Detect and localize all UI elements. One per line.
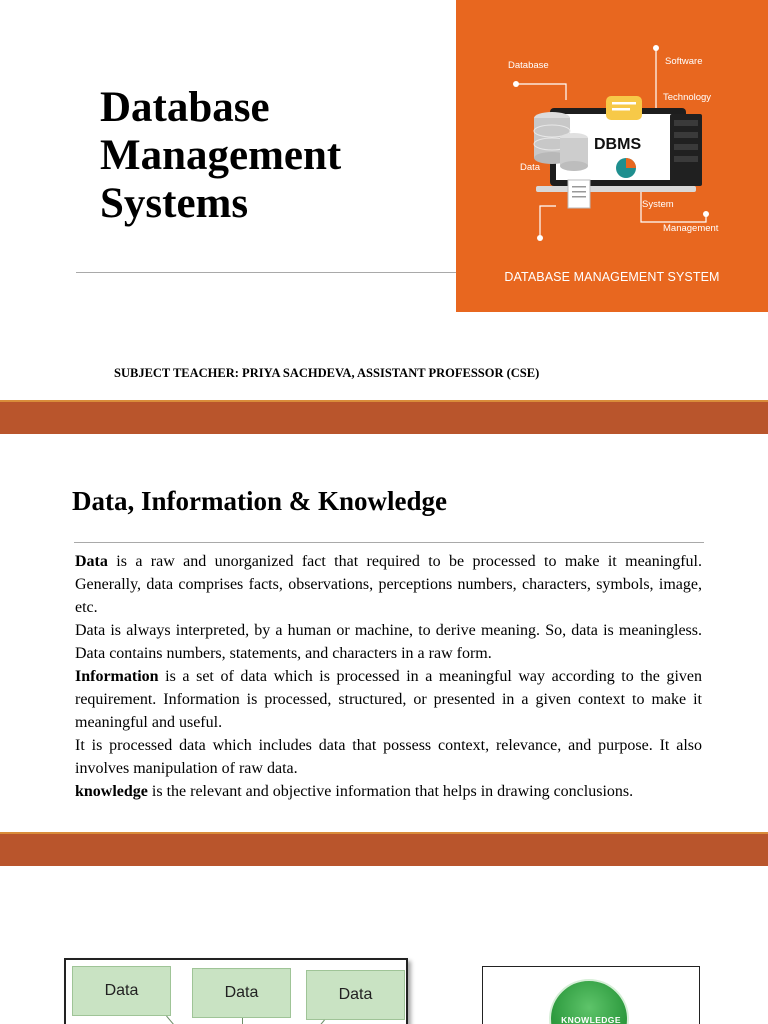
dbms-illustration-graphic [456,0,768,312]
connector-line [305,1020,325,1024]
title-divider [76,272,458,273]
slide2-divider [74,542,704,543]
slide2-title: Data, Information & Knowledge [72,486,447,516]
connector-line [166,1016,186,1024]
label-database: Database [508,60,549,71]
label-system: System [642,199,674,210]
slide2-body [75,550,702,803]
paragraph: knowledge is the relevant and objective information that helps in drawing conclusions. [75,783,634,800]
term: Information [75,668,159,685]
title-line: Database [100,84,270,131]
term: Data [75,553,108,570]
teacher-label: SUBJECT TEACHER [114,366,235,380]
term: knowledge [75,783,148,800]
slide-title [100,84,341,228]
paragraph: Data is a raw and unorganized fact that required to be processed to make it meaningful. Generally, data comprises facts, observations, perceptions numbers, characters, symbols, image, etc. [75,553,702,616]
label-software: Software [665,56,703,67]
knowledge-label: KNOWLEDGE [561,1015,621,1024]
illustration-caption: DATABASE MANAGEMENT SYSTEM [504,270,720,284]
slide-divider-bar [0,834,768,866]
title-line: Management [100,132,342,179]
title-slide [0,0,768,400]
connector-line [242,1018,243,1024]
label-technology: Technology [663,92,712,103]
knowledge-diagram [482,966,700,1024]
data-hierarchy-diagram [64,958,408,1024]
dbms-illustration [456,0,768,312]
paragraph: It is processed data which includes data that possess context, relevance, and purpose. It also involves manipulation of raw data. [75,737,702,777]
teacher-value: : PRIYA SACHDEVA, ASSISTANT PROFESSOR (CSE) [234,366,540,380]
monitor-label: DBMS [594,136,642,153]
paragraph: Data is always interpreted, by a human or machine, to derive meaning. So, data is meaningless. Data contains numbers, statements, and characters in a raw form. [75,622,702,662]
data-node: Data [192,968,291,1018]
subject-teacher [114,366,539,381]
paragraph: Information is a set of data which is processed in a meaningful way according to the given requirement. Information is processed, structured, or presented in a given context to make it meaningful and useful. [75,668,702,731]
data-node: Data [306,970,405,1020]
data-node: Data [72,966,171,1016]
document-icon [568,180,590,208]
label-data: Data [520,162,541,173]
slide-divider-bar [0,402,768,434]
label-management: Management [663,223,719,234]
knowledge-circle [549,979,629,1024]
title-line: Systems [100,180,249,227]
